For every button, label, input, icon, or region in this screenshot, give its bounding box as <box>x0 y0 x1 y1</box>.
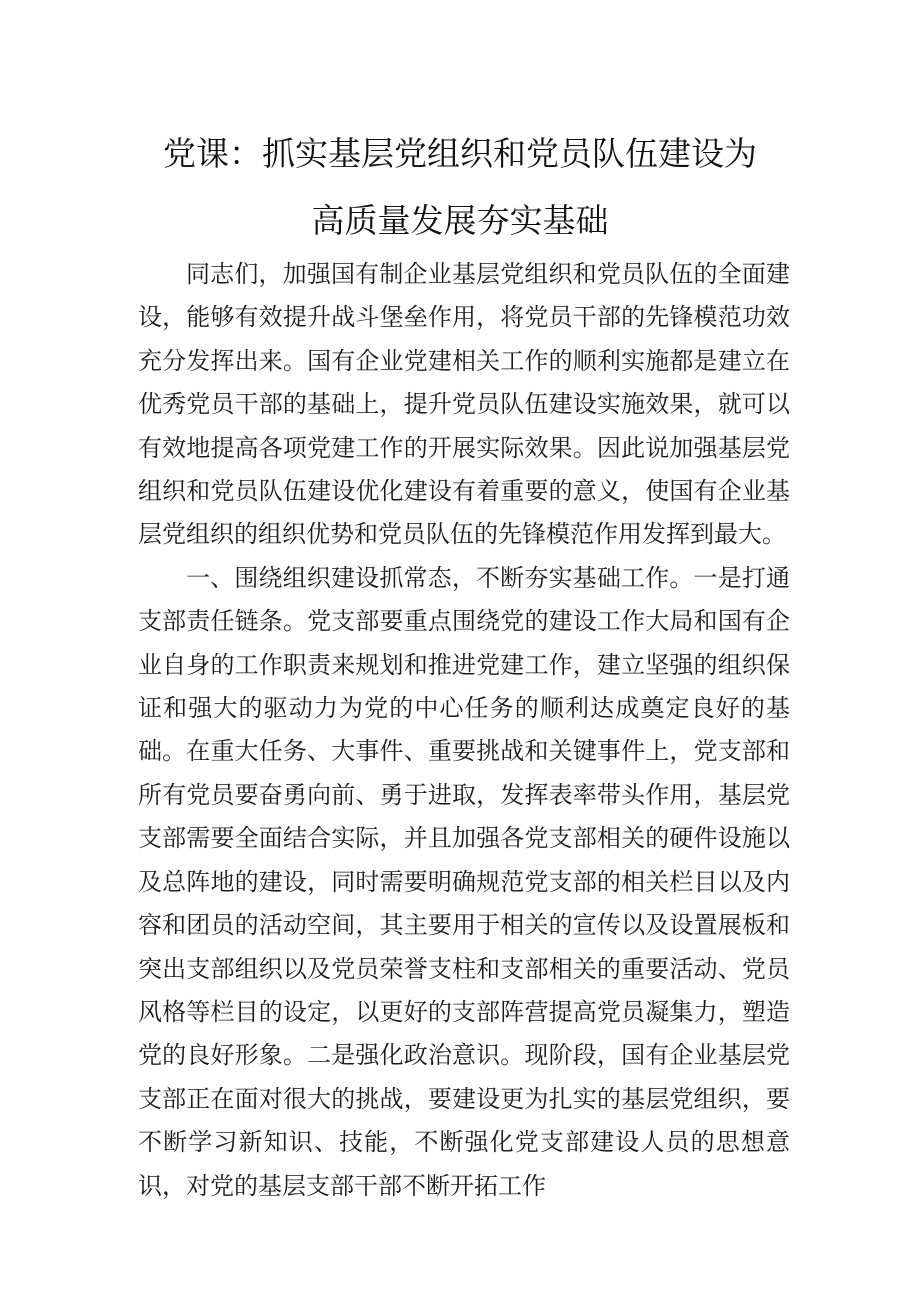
document-title-line-1: 党课：抓实基层党组织和党员队伍建设为 <box>163 134 757 173</box>
paragraph-intro: 同志们，加强国有制企业基层党组织和党员队伍的全面建设，能够有效提升战斗堡垒作用，将党员干部的先锋模范功效充分发挥出来。国有企业党建相关工作的顺利实施都是建立在优秀党员干部的基础上，提升党员队伍建设实施效果，就可以有效地提高各项党建工作的开展实际效果。因此说加强基层党组织和党员队伍建设优化建设有着重要的意义，使国有企业基层党组织的组织优势和党员队伍的先锋模范作用发挥到最大。 <box>138 260 790 549</box>
paragraph-section-one: 一、围绕组织建设抓常态，不断夯实基础工作。一是打通支部责任链条。党支部要重点围绕党的建设工作大局和国有企业自身的工作职责来规划和推进党建工作，建立坚强的组织保证和强大的驱动力为党的中心任务的顺利达成奠定良好的基础。在重大任务、大事件、重要挑战和关键事件上，党支部和所有党员要奋勇向前、勇于进取，发挥表率带头作用，基层党支部需要全面结合实际，并且加强各党支部相关的硬件设施以及总阵地的建设，同时需要明确规范党支部的相关栏目以及内容和团员的活动空间，其主要用于相关的宣传以及设置展板和突出支部组织以及党员荣誉支柱和支部相关的重要活动、党员风格等栏目的设定，以更好的支部阵营提高党员凝集力，塑造党的良好形象。二是强化政治意识。现阶段，国有企业基层党支部正在面对很大的挑战，要建设更为扎实的基层党组织，要不断学习新知识、技能，不断强化党支部建设人员的思想意识，对党的基层支部干部不断开拓工作 <box>138 563 790 1200</box>
document-body <box>138 253 790 1208</box>
document-title-line-2: 高质量发展夯实基础 <box>311 201 609 240</box>
